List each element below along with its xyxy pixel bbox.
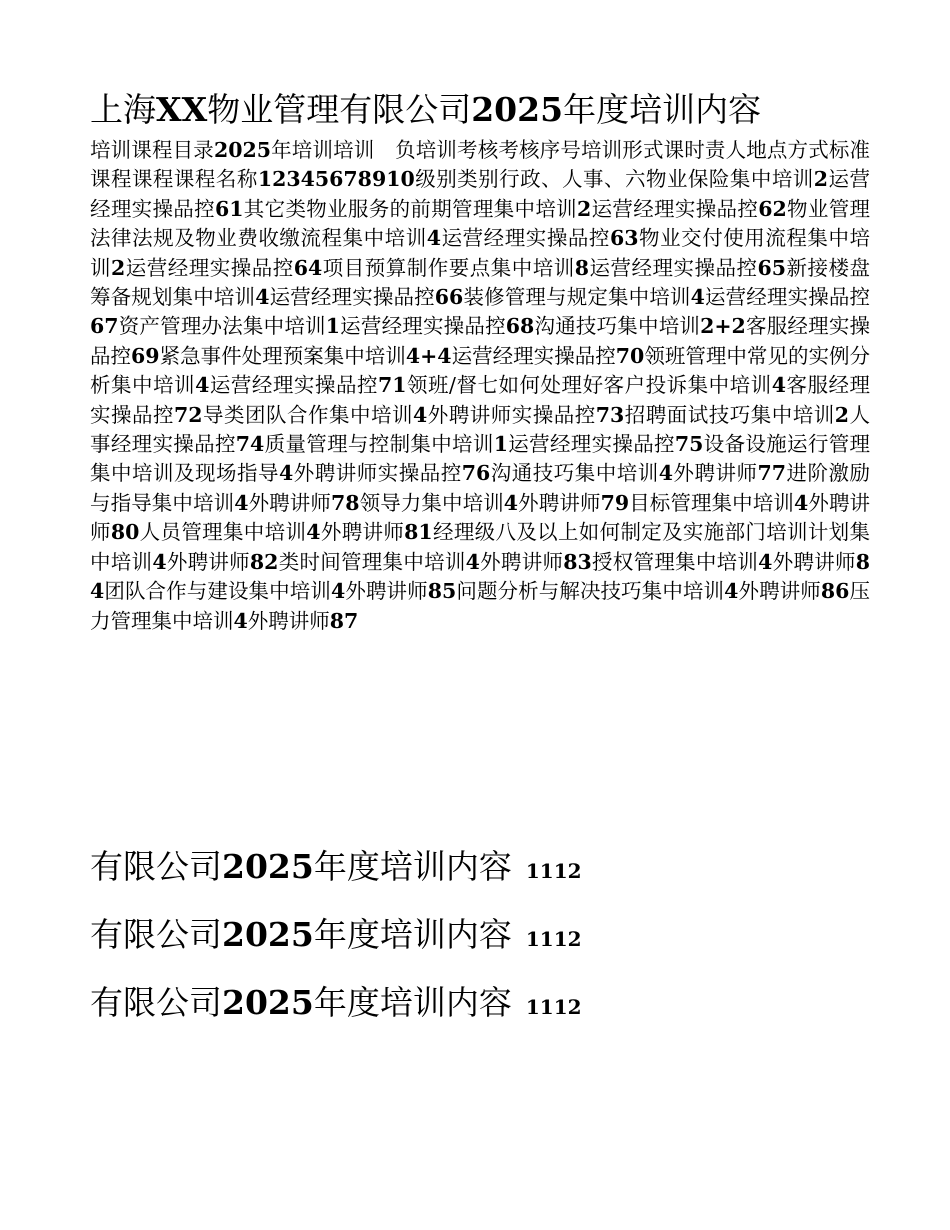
body-number: 64 (293, 255, 323, 280)
body-text: 客服经理实操品控 (90, 373, 871, 427)
body-number: 4 (793, 490, 809, 515)
footer-prefix: 有限公司 (90, 915, 222, 954)
body-number: 4 (658, 461, 674, 486)
body-number: 62 (758, 196, 787, 221)
body-number: 2 (577, 196, 592, 221)
body-text: 沟通技巧集中培训 (490, 461, 659, 486)
body-text: 其它类物业服务的前期管理集中培训 (243, 196, 577, 221)
document-body (90, 136, 870, 636)
body-text: 外聘讲师 (247, 608, 330, 633)
body-number: 4 (152, 549, 167, 574)
body-text: 问题分析与解决技巧集中培训 (456, 579, 725, 604)
body-text: 运营经理实操品控 (451, 343, 616, 368)
body-number: 4 (255, 285, 270, 310)
body-number: 80 (110, 520, 140, 545)
title-part: 年度培训内容 (563, 90, 762, 129)
body-text: 资产管理办法集中培训 (118, 314, 326, 339)
body-text: 运营经理实操品控 (589, 255, 758, 280)
document-page (90, 88, 870, 636)
body-number: 2 (813, 167, 829, 192)
body-number: 4 (278, 461, 294, 486)
body-number: 74 (235, 432, 265, 457)
body-number: 4 (306, 520, 321, 545)
body-text: 外聘讲师实操品控 (427, 402, 596, 427)
body-number: 4 (426, 226, 442, 251)
body-number: 61 (214, 196, 244, 221)
body-number: 2+2 (700, 314, 746, 339)
body-number: 4 (195, 373, 210, 398)
footer-suffix: 年度培训内容 (313, 847, 512, 886)
body-text: 运营经理实操品控 (507, 432, 675, 457)
body-text: 装修管理与规定集中培训 (463, 285, 691, 310)
body-number: 2025 (213, 138, 271, 162)
body-number: 2 (111, 255, 126, 280)
body-number: 68 (505, 314, 535, 339)
body-text: 运营经理实操品控 (90, 167, 871, 221)
footer-lines (90, 835, 870, 1039)
body-number: 67 (90, 314, 119, 339)
footer-year: 2025 (222, 915, 314, 954)
footer-number: 1112 (525, 927, 582, 951)
body-number: 4 (503, 490, 519, 515)
body-number: 2 (834, 402, 850, 427)
body-number: 73 (595, 402, 625, 427)
body-text: 质量管理与控制集中培训 (264, 432, 494, 457)
body-number: 8 (574, 255, 590, 280)
body-text: 运营经理实操品控 (441, 226, 610, 251)
body-text: 压力管理集中培训 (90, 579, 871, 633)
body-number: 83 (563, 549, 592, 574)
footer-line (90, 903, 870, 971)
body-number: 70 (615, 343, 645, 368)
body-text: 外聘讲师 (518, 490, 601, 515)
footer-year: 2025 (222, 983, 314, 1022)
body-text: 外聘讲师 (320, 520, 405, 545)
footer-year: 2025 (222, 847, 314, 886)
body-text: 外聘讲师 (248, 490, 331, 515)
body-number: 71 (377, 373, 407, 398)
body-number: 69 (131, 343, 160, 368)
body-number: 4 (330, 579, 346, 604)
body-number: 81 (404, 520, 433, 545)
footer-line (90, 835, 870, 903)
body-number: 77 (757, 461, 787, 486)
title-part: 物业管理有限公司 (207, 90, 472, 129)
footer-prefix: 有限公司 (90, 983, 222, 1022)
body-text: 领导力集中培训 (359, 490, 504, 515)
body-text: 导类团队合作集中培训 (202, 402, 414, 427)
body-text: 物业管理法律法规及物业费收缴流程集中培训 (90, 196, 871, 251)
body-text: 沟通技巧集中培训 (534, 314, 701, 339)
body-text: 外聘讲师 (479, 549, 564, 574)
body-text: 客服经理实操品控 (90, 314, 871, 368)
body-text: 紧急事件处理预案集中培训 (159, 343, 406, 368)
body-number: 1 (493, 432, 508, 457)
body-number: 86 (820, 579, 850, 604)
body-number: 79 (600, 490, 630, 515)
body-number: 4+4 (405, 343, 452, 368)
body-text: 运营经理实操品控 (125, 255, 294, 280)
document-title (90, 88, 870, 132)
body-number: 78 (330, 490, 360, 515)
body-text: 人事经理实操品控 (90, 402, 871, 457)
body-text: 领班管理中常见的实例分析集中培训 (90, 343, 871, 398)
body-text: 人员管理集中培训 (139, 520, 307, 545)
body-number: 63 (609, 226, 639, 251)
footer-line (90, 971, 870, 1039)
body-text: 运营经理实操品控 (339, 314, 506, 339)
body-number: 4 (758, 549, 773, 574)
body-text: 年培训培训 负培训考核考核序号培训形式课时责人地点方式标准课程课程课程名称 (90, 138, 871, 192)
title-part: 上海 (90, 90, 156, 129)
title-part: XX (156, 90, 208, 129)
body-text: 新接楼盘筹备规划集中培训 (90, 255, 871, 310)
body-text: 目标管理集中培训 (629, 490, 794, 515)
body-number: 1 (325, 314, 340, 339)
title-part: 2025 (471, 90, 564, 129)
body-number: 84 (90, 549, 871, 604)
body-number: 66 (434, 285, 464, 310)
body-text: 经理级八及以上如何制定及实施部门培训计划集中培训 (90, 520, 871, 574)
body-text: 外聘讲师 (673, 461, 758, 486)
body-text: 运营经理实操品控 (591, 196, 759, 221)
body-text: 外聘讲师实操品控 (293, 461, 462, 486)
body-text: 团队合作与建设集中培训 (104, 579, 331, 604)
body-number: 4 (690, 285, 705, 310)
body-number: 4 (234, 490, 249, 515)
body-text: 物业交付使用流程集中培训 (90, 226, 871, 280)
body-text: 进阶激励与指导集中培训 (90, 461, 871, 515)
body-text: 授权管理集中培训 (591, 549, 759, 574)
body-text: 领班/督七如何处理好客户投诉集中培训 (406, 373, 772, 398)
footer-number: 1112 (525, 859, 582, 883)
body-text: 外聘讲师 (166, 549, 250, 574)
body-number: 4 (465, 549, 480, 574)
body-number: 72 (174, 402, 203, 427)
body-text: 运营经理实操品控 (704, 285, 871, 310)
body-text: 运营经理实操品控 (209, 373, 378, 398)
body-number: 4 (724, 579, 739, 604)
body-text: 外聘讲师 (738, 579, 821, 604)
footer-suffix: 年度培训内容 (313, 915, 512, 954)
body-number: 87 (329, 608, 359, 633)
body-text: 外聘讲师 (772, 549, 856, 574)
footer-suffix: 年度培训内容 (313, 983, 512, 1022)
body-number: 75 (674, 432, 704, 457)
body-number: 4 (233, 608, 248, 633)
body-text: 外聘讲师 (90, 490, 871, 545)
body-text: 项目预算制作要点集中培训 (322, 255, 575, 280)
body-text: 运营经理实操品控 (269, 285, 435, 310)
body-text: 外聘讲师 (345, 579, 428, 604)
footer-prefix: 有限公司 (90, 847, 222, 886)
footer-number: 1112 (525, 995, 582, 1019)
body-text: 设备设施运行管理集中培训及现场指导 (90, 432, 871, 486)
body-text: 级别类别行政、人事、六物业保险集中培训 (414, 167, 814, 192)
body-number: 76 (461, 461, 491, 486)
body-text: 培训课程目录 (90, 138, 214, 162)
body-number: 4 (413, 402, 428, 427)
body-number: 65 (757, 255, 787, 280)
body-number: 4 (771, 373, 786, 398)
body-number: 12345678910 (257, 167, 415, 192)
body-text: 招聘面试技巧集中培训 (624, 402, 835, 427)
body-text: 类时间管理集中培训 (278, 549, 466, 574)
body-number: 82 (249, 549, 279, 574)
body-number: 85 (427, 579, 457, 604)
